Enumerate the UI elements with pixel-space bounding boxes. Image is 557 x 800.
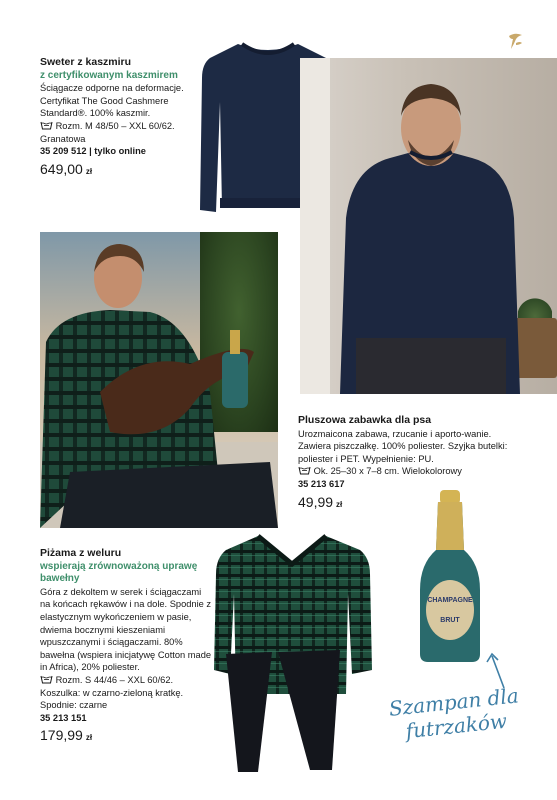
washing-symbol-icon — [40, 121, 53, 130]
product-title: Sweter z kaszmiru — [40, 56, 132, 68]
toy-label-text: BRUT — [440, 617, 460, 624]
product-dog-toy — [298, 414, 518, 511]
product-size: Rozm. M 48/50 – XXL 60/62. — [40, 120, 210, 133]
washing-symbol-icon — [40, 675, 53, 684]
product-description: Ściągacze odporne na deformacje. Certyfikat The Good Cashmere Standard®. 100% kaszmir. — [40, 83, 184, 119]
product-sweater — [40, 56, 210, 178]
product-title: Piżama z weluru — [40, 547, 122, 559]
product-title: Pluszowa zabawka dla psa — [298, 414, 432, 426]
product-subtitle: z certyfikowanym kaszmirem — [40, 69, 178, 81]
product-size: Ok. 25–30 x 7–8 cm. Wielokolorowy — [298, 465, 518, 478]
product-code: 35 209 512 | tylko online — [40, 146, 146, 157]
product-code: 35 213 151 — [40, 712, 87, 723]
product-description: Góra z dekoltem w serek i ściągaczami na końcach rękawów i na dole. Spodnie z elastycznym wykończeniem w pasie, dwiema bocznymi kieszeniami wpuszczanymi i ściągaczami. 80% bawełna (wspiera inicjatywę Cotton made in Africa), 20% poliester. — [40, 586, 212, 673]
product-description: Urozmaicona zabawa, rzucanie i aporto-wanie. Zawiera piszczałkę. 100% poliester. Szyjka butelki: poliester i PET. Wypełnienie: PU. — [298, 428, 508, 464]
product-price: 179,99 zł — [40, 727, 93, 744]
brand-logo — [503, 30, 527, 54]
product-subtitle: wspierają zrównoważoną uprawę bawełny — [40, 560, 198, 585]
handwritten-caption: Szampan dla futrzaków — [387, 683, 520, 744]
product-price: 49,99 zł — [298, 493, 343, 510]
product-size: Rozm. S 44/46 – XXL 60/62. Koszulka: w czarno-zieloną kratkę. Spodnie: czarne — [40, 674, 184, 711]
product-color: Granatowa — [40, 133, 86, 144]
washing-symbol-icon — [298, 466, 311, 475]
product-pyjama — [40, 547, 212, 745]
toy-label-text: CHAMPAGNE — [427, 597, 473, 604]
man-in-sweater-photo — [300, 58, 557, 394]
product-price: 649,00 zł — [40, 160, 93, 177]
product-code: 35 213 617 — [298, 478, 345, 489]
pyjama-product-image — [212, 534, 374, 774]
champagne-toy-image — [418, 490, 482, 665]
man-with-dog-photo — [40, 232, 278, 528]
